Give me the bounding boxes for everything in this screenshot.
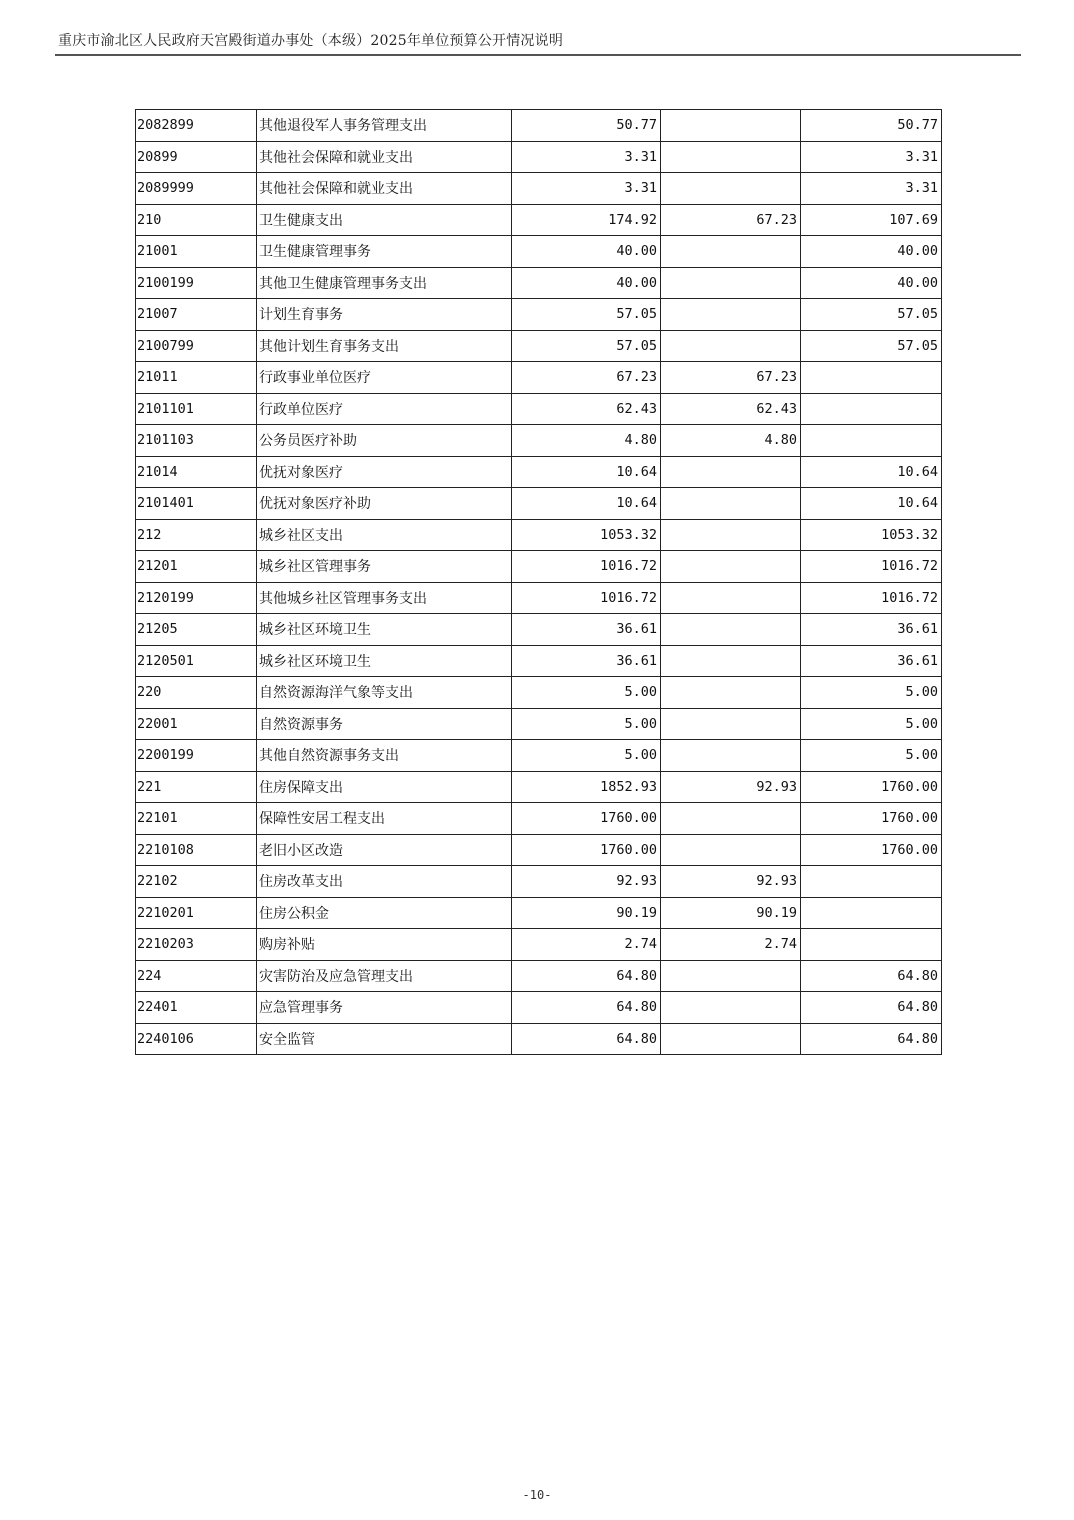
project-expenditure-cell — [801, 393, 942, 425]
project-expenditure-cell: 40.00 — [801, 267, 942, 299]
total-amount-cell: 64.80 — [512, 992, 661, 1024]
table-row — [136, 488, 942, 520]
function-code-cell: 22102 — [136, 866, 257, 898]
basic-expenditure-cell — [661, 299, 801, 331]
project-expenditure-cell: 1016.72 — [801, 582, 942, 614]
function-code-cell: 2200199 — [136, 740, 257, 772]
total-amount-cell: 3.31 — [512, 141, 661, 173]
function-name-cell: 其他卫生健康管理事务支出 — [257, 267, 512, 299]
function-code-cell: 2210201 — [136, 897, 257, 929]
basic-expenditure-cell: 2.74 — [661, 929, 801, 961]
basic-expenditure-cell — [661, 992, 801, 1024]
function-code-cell: 21014 — [136, 456, 257, 488]
basic-expenditure-cell: 67.23 — [661, 204, 801, 236]
basic-expenditure-cell: 4.80 — [661, 425, 801, 457]
table-row — [136, 740, 942, 772]
project-expenditure-cell: 10.64 — [801, 456, 942, 488]
table-row — [136, 803, 942, 835]
function-code-cell: 2120199 — [136, 582, 257, 614]
function-name-cell: 行政单位医疗 — [257, 393, 512, 425]
project-expenditure-cell — [801, 897, 942, 929]
budget-table — [135, 109, 942, 1055]
function-name-cell: 住房保障支出 — [257, 771, 512, 803]
table-row — [136, 897, 942, 929]
total-amount-cell: 10.64 — [512, 456, 661, 488]
function-name-cell: 优抚对象医疗补助 — [257, 488, 512, 520]
function-name-cell: 灾害防治及应急管理支出 — [257, 960, 512, 992]
table-row — [136, 173, 942, 205]
function-name-cell: 行政事业单位医疗 — [257, 362, 512, 394]
function-code-cell: 2089999 — [136, 173, 257, 205]
basic-expenditure-cell — [661, 614, 801, 646]
total-amount-cell: 57.05 — [512, 299, 661, 331]
project-expenditure-cell: 64.80 — [801, 1023, 942, 1055]
function-code-cell: 2101103 — [136, 425, 257, 457]
function-name-cell: 保障性安居工程支出 — [257, 803, 512, 835]
function-code-cell: 2240106 — [136, 1023, 257, 1055]
function-name-cell: 其他退役军人事务管理支出 — [257, 110, 512, 142]
function-code-cell: 2100199 — [136, 267, 257, 299]
project-expenditure-cell — [801, 362, 942, 394]
basic-expenditure-cell — [661, 236, 801, 268]
project-expenditure-cell: 5.00 — [801, 677, 942, 709]
function-name-cell: 自然资源海洋气象等支出 — [257, 677, 512, 709]
function-code-cell: 2101401 — [136, 488, 257, 520]
total-amount-cell: 1016.72 — [512, 582, 661, 614]
function-code-cell: 220 — [136, 677, 257, 709]
project-expenditure-cell: 5.00 — [801, 708, 942, 740]
total-amount-cell: 36.61 — [512, 645, 661, 677]
table-row — [136, 425, 942, 457]
function-name-cell: 城乡社区环境卫生 — [257, 645, 512, 677]
basic-expenditure-cell — [661, 582, 801, 614]
function-code-cell: 22001 — [136, 708, 257, 740]
basic-expenditure-cell — [661, 740, 801, 772]
table-row — [136, 141, 942, 173]
function-name-cell: 住房改革支出 — [257, 866, 512, 898]
function-name-cell: 其他自然资源事务支出 — [257, 740, 512, 772]
table-row — [136, 708, 942, 740]
basic-expenditure-cell — [661, 141, 801, 173]
function-name-cell: 其他城乡社区管理事务支出 — [257, 582, 512, 614]
function-code-cell: 21011 — [136, 362, 257, 394]
table-row — [136, 929, 942, 961]
function-name-cell: 公务员医疗补助 — [257, 425, 512, 457]
basic-expenditure-cell — [661, 1023, 801, 1055]
project-expenditure-cell: 40.00 — [801, 236, 942, 268]
project-expenditure-cell: 36.61 — [801, 614, 942, 646]
basic-expenditure-cell — [661, 330, 801, 362]
table-row — [136, 992, 942, 1024]
total-amount-cell: 67.23 — [512, 362, 661, 394]
table-row — [136, 960, 942, 992]
basic-expenditure-cell — [661, 645, 801, 677]
table-row — [136, 236, 942, 268]
total-amount-cell: 2.74 — [512, 929, 661, 961]
project-expenditure-cell: 3.31 — [801, 141, 942, 173]
total-amount-cell: 1016.72 — [512, 551, 661, 583]
table-row — [136, 267, 942, 299]
function-name-cell: 其他社会保障和就业支出 — [257, 141, 512, 173]
function-code-cell: 2101101 — [136, 393, 257, 425]
basic-expenditure-cell — [661, 708, 801, 740]
function-code-cell: 2082899 — [136, 110, 257, 142]
table-row — [136, 393, 942, 425]
project-expenditure-cell: 10.64 — [801, 488, 942, 520]
total-amount-cell: 40.00 — [512, 267, 661, 299]
basic-expenditure-cell: 90.19 — [661, 897, 801, 929]
function-name-cell: 自然资源事务 — [257, 708, 512, 740]
function-code-cell: 21201 — [136, 551, 257, 583]
page-header-title: 重庆市渝北区人民政府天宫殿街道办事处（本级）2025年单位预算公开情况说明 — [58, 33, 564, 49]
basic-expenditure-cell — [661, 960, 801, 992]
table-row — [136, 866, 942, 898]
function-name-cell: 城乡社区支出 — [257, 519, 512, 551]
function-name-cell: 卫生健康管理事务 — [257, 236, 512, 268]
total-amount-cell: 1760.00 — [512, 834, 661, 866]
function-name-cell: 优抚对象医疗 — [257, 456, 512, 488]
function-name-cell: 其他社会保障和就业支出 — [257, 173, 512, 205]
function-name-cell: 购房补贴 — [257, 929, 512, 961]
basic-expenditure-cell — [661, 677, 801, 709]
function-code-cell: 21205 — [136, 614, 257, 646]
project-expenditure-cell: 107.69 — [801, 204, 942, 236]
function-code-cell: 21001 — [136, 236, 257, 268]
function-name-cell: 应急管理事务 — [257, 992, 512, 1024]
project-expenditure-cell: 3.31 — [801, 173, 942, 205]
function-code-cell: 22401 — [136, 992, 257, 1024]
total-amount-cell: 4.80 — [512, 425, 661, 457]
function-code-cell: 210 — [136, 204, 257, 236]
table-row — [136, 771, 942, 803]
total-amount-cell: 5.00 — [512, 677, 661, 709]
function-code-cell: 221 — [136, 771, 257, 803]
project-expenditure-cell: 57.05 — [801, 330, 942, 362]
total-amount-cell: 57.05 — [512, 330, 661, 362]
table-row — [136, 614, 942, 646]
table-row — [136, 551, 942, 583]
total-amount-cell: 1053.32 — [512, 519, 661, 551]
basic-expenditure-cell — [661, 173, 801, 205]
table-row — [136, 645, 942, 677]
function-code-cell: 2210203 — [136, 929, 257, 961]
header-divider — [55, 54, 1021, 56]
table-row — [136, 110, 942, 142]
basic-expenditure-cell — [661, 456, 801, 488]
project-expenditure-cell: 64.80 — [801, 960, 942, 992]
table-row — [136, 582, 942, 614]
project-expenditure-cell — [801, 425, 942, 457]
basic-expenditure-cell — [661, 110, 801, 142]
total-amount-cell: 1852.93 — [512, 771, 661, 803]
project-expenditure-cell: 1016.72 — [801, 551, 942, 583]
total-amount-cell: 36.61 — [512, 614, 661, 646]
basic-expenditure-cell — [661, 803, 801, 835]
project-expenditure-cell: 57.05 — [801, 299, 942, 331]
page-number: -10- — [522, 1488, 552, 1502]
project-expenditure-cell: 1760.00 — [801, 803, 942, 835]
table-row — [136, 299, 942, 331]
budget-table-body — [136, 110, 942, 1055]
total-amount-cell: 40.00 — [512, 236, 661, 268]
function-name-cell: 城乡社区管理事务 — [257, 551, 512, 583]
total-amount-cell: 3.31 — [512, 173, 661, 205]
table-row — [136, 834, 942, 866]
total-amount-cell: 64.80 — [512, 960, 661, 992]
function-name-cell: 安全监管 — [257, 1023, 512, 1055]
total-amount-cell: 5.00 — [512, 740, 661, 772]
project-expenditure-cell: 64.80 — [801, 992, 942, 1024]
project-expenditure-cell: 5.00 — [801, 740, 942, 772]
function-code-cell: 224 — [136, 960, 257, 992]
table-row — [136, 330, 942, 362]
table-row — [136, 519, 942, 551]
function-code-cell: 21007 — [136, 299, 257, 331]
basic-expenditure-cell: 92.93 — [661, 866, 801, 898]
function-name-cell: 计划生育事务 — [257, 299, 512, 331]
total-amount-cell: 50.77 — [512, 110, 661, 142]
function-code-cell: 2210108 — [136, 834, 257, 866]
function-code-cell: 2120501 — [136, 645, 257, 677]
basic-expenditure-cell — [661, 834, 801, 866]
function-name-cell: 卫生健康支出 — [257, 204, 512, 236]
basic-expenditure-cell — [661, 267, 801, 299]
table-row — [136, 1023, 942, 1055]
total-amount-cell: 1760.00 — [512, 803, 661, 835]
project-expenditure-cell: 1053.32 — [801, 519, 942, 551]
project-expenditure-cell: 1760.00 — [801, 834, 942, 866]
total-amount-cell: 90.19 — [512, 897, 661, 929]
total-amount-cell: 92.93 — [512, 866, 661, 898]
basic-expenditure-cell: 62.43 — [661, 393, 801, 425]
total-amount-cell: 64.80 — [512, 1023, 661, 1055]
basic-expenditure-cell — [661, 519, 801, 551]
basic-expenditure-cell — [661, 488, 801, 520]
project-expenditure-cell: 36.61 — [801, 645, 942, 677]
table-row — [136, 677, 942, 709]
basic-expenditure-cell — [661, 551, 801, 583]
basic-expenditure-cell: 92.93 — [661, 771, 801, 803]
table-row — [136, 362, 942, 394]
function-code-cell: 22101 — [136, 803, 257, 835]
total-amount-cell: 10.64 — [512, 488, 661, 520]
table-row — [136, 456, 942, 488]
function-name-cell: 住房公积金 — [257, 897, 512, 929]
function-code-cell: 20899 — [136, 141, 257, 173]
project-expenditure-cell: 1760.00 — [801, 771, 942, 803]
basic-expenditure-cell: 67.23 — [661, 362, 801, 394]
function-name-cell: 其他计划生育事务支出 — [257, 330, 512, 362]
project-expenditure-cell — [801, 866, 942, 898]
total-amount-cell: 5.00 — [512, 708, 661, 740]
function-code-cell: 2100799 — [136, 330, 257, 362]
project-expenditure-cell — [801, 929, 942, 961]
total-amount-cell: 62.43 — [512, 393, 661, 425]
total-amount-cell: 174.92 — [512, 204, 661, 236]
function-code-cell: 212 — [136, 519, 257, 551]
project-expenditure-cell: 50.77 — [801, 110, 942, 142]
function-name-cell: 老旧小区改造 — [257, 834, 512, 866]
table-row — [136, 204, 942, 236]
function-name-cell: 城乡社区环境卫生 — [257, 614, 512, 646]
